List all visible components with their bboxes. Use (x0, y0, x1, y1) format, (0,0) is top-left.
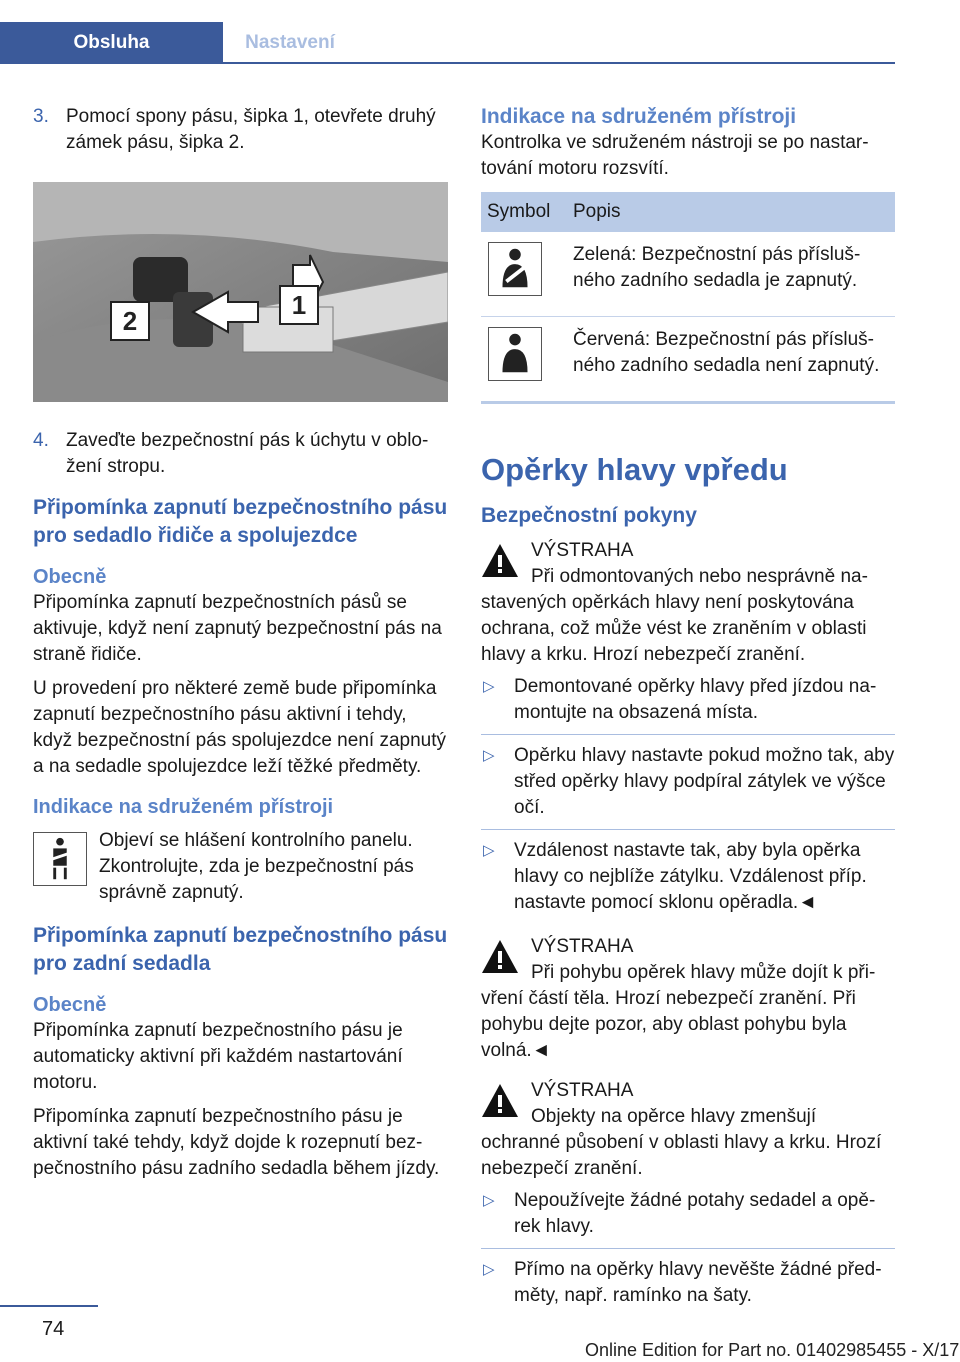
table-header-row (481, 192, 895, 232)
warning-text: Při odmontovaných nebo nesprávně nastavených opěrkách hlavy není poskytována ochrana, což může vést ke zraněním v oblasti hlavy a krku. Hrozí nebezpečí zranění. (481, 566, 868, 665)
column-header-symbol: Symbol (481, 192, 567, 232)
heading-general: Obecně (33, 994, 107, 1016)
triangle-bullet-icon: ▷ (483, 1192, 495, 1209)
table-row (481, 317, 895, 403)
list-item: ▷ Opěrku hlavy nastavte pokud možno tak, aby střed opěrky hlavy podpíral zátylek ve výšce očí. (483, 745, 895, 818)
paragraph: Kontrolka ve sdruženém nástroji se po nastartování motoru rozsvítí. (481, 132, 869, 179)
divider (481, 734, 895, 735)
page-number: 74 (42, 1318, 65, 1340)
heading-cluster: Indikace na sdruženém přístroji (481, 105, 797, 128)
cluster-note (33, 828, 448, 906)
step-text: Zaveďte bezpečnostní pás k úchytu v obložení stropu. (66, 430, 429, 477)
triangle-bullet-icon: ▷ (483, 747, 495, 764)
warning-title: VÝSTRAHA (531, 1080, 634, 1101)
warning-text: Při pohybu opěrek hlavy může dojít k přivření částí těla. Hrozí nebezpečí zranění. Při pohybu dejte pozor, aby oblast pohybu byla volná.◄ (481, 962, 876, 1061)
paragraph: U provedení pro některé země bude připomínka zapnutí bezpečnostního pásu aktivní i tehdy, když bezpečnostní pás spolujezdce není zapnutý a na sedadle spolujezdce leží těžké předměty. (33, 678, 446, 777)
footer-edition: Online Edition for Part no. 01402985455 - X/17 (585, 1340, 960, 1360)
photo-label-1: 1 (291, 290, 307, 320)
triangle-bullet-icon: ▷ (483, 842, 495, 859)
seatbelt-fastened-icon (488, 242, 542, 296)
page-number-rule (0, 1305, 98, 1307)
paragraph: Připomínka zapnutí bezpečnostního pásu je automaticky aktivní při každém nastartování motoru. (33, 1020, 403, 1093)
step-text: Pomocí spony pásu, šipka 1, otevřete druhý zámek pásu, šipka 2. (66, 106, 436, 153)
step-3 (33, 104, 448, 156)
heading-reminder-front: Připomínka zapnutí bezpečnostního pásu pro sedadlo řidiče a spolujezdce (33, 496, 448, 547)
table-row (481, 232, 895, 317)
seatbelt-buckle-photo (33, 182, 448, 402)
heading-headrests: Opěrky hlavy vpředu (481, 452, 788, 487)
list-item: ▷ Vzdálenost nastavte tak, aby byla opěrka hlavy co nejblíže zátylku. Vzdálenost příp. nastavte pomocí sklonu opěradla.◄ (483, 840, 867, 913)
divider (481, 1248, 895, 1249)
heading-cluster: Indikace na sdruženém přístroji (33, 796, 334, 818)
heading-reminder-rear: Připomínka zapnutí bezpečnostního pásu pro zadní sedadla (33, 924, 448, 975)
photo-label-2: 2 (122, 306, 138, 336)
warning-title: VÝSTRAHA (531, 540, 634, 561)
warning-block (481, 538, 895, 668)
list-item: ▷ Demontované opěrky hlavy před jízdou namontujte na obsazená místa. (483, 676, 877, 723)
tab-nastaveni[interactable]: Nastavení (245, 32, 335, 53)
bullet-list (481, 1188, 895, 1309)
paragraph: Připomínka zapnutí bezpečnostních pásů se aktivuje, když není zapnutý bezpečnostní pás na straně řidiče. (33, 592, 442, 665)
triangle-bullet-icon: ▷ (483, 678, 495, 695)
symbol-table (481, 192, 895, 404)
right-column (481, 104, 895, 1309)
seatbelt-warning-icon (33, 832, 87, 886)
header-tabs (0, 22, 895, 64)
warning-block (481, 1078, 895, 1182)
bullet-list (481, 674, 895, 916)
table-cell: Červená: Bezpečnostní pás příslušného zadního sedadla není zapnutý. (567, 317, 895, 403)
seatbelt-unfastened-icon (488, 327, 542, 381)
triangle-bullet-icon: ▷ (483, 1261, 495, 1278)
divider (481, 829, 895, 830)
step-number: 4. (33, 430, 49, 451)
paragraph: Připomínka zapnutí bezpečnostního pásu je aktivní také tehdy, když dojde k rozepnutí bezpečnostního pásu zadního sedadla během jízdy. (33, 1106, 440, 1179)
heading-safety: Bezpečnostní pokyny (481, 504, 697, 527)
warning-title: VÝSTRAHA (531, 936, 634, 957)
warning-triangle-icon (481, 542, 519, 580)
warning-block (481, 934, 895, 1064)
list-item: ▷ Nepoužívejte žádné potahy sedadel a opěrek hlavy. (483, 1190, 876, 1237)
warning-triangle-icon (481, 938, 519, 976)
warning-triangle-icon (481, 1082, 519, 1120)
paragraph: Objeví se hlášení kontrolního panelu. Zkontrolujte, zda je bezpečnostní pás správně zapnutý. (99, 830, 414, 903)
table-cell: Zelená: Bezpečnostní pás příslušného zadního sedadla je zapnutý. (567, 232, 895, 317)
heading-general: Obecně (33, 566, 107, 588)
column-header-popis: Popis (567, 192, 895, 232)
warning-text: Objekty na opěrce hlavy zmenšují ochranné působení v oblasti hlavy a krku. Hrozí nebezpečí zranění. (481, 1106, 882, 1179)
tab-obsluha[interactable]: Obsluha (0, 22, 223, 62)
step-number: 3. (33, 106, 49, 127)
list-item: ▷ Přímo na opěrky hlavy nevěšte žádné předměty, např. ramínko na šaty. (483, 1259, 882, 1306)
step-4 (33, 428, 448, 480)
left-column (33, 104, 448, 1182)
